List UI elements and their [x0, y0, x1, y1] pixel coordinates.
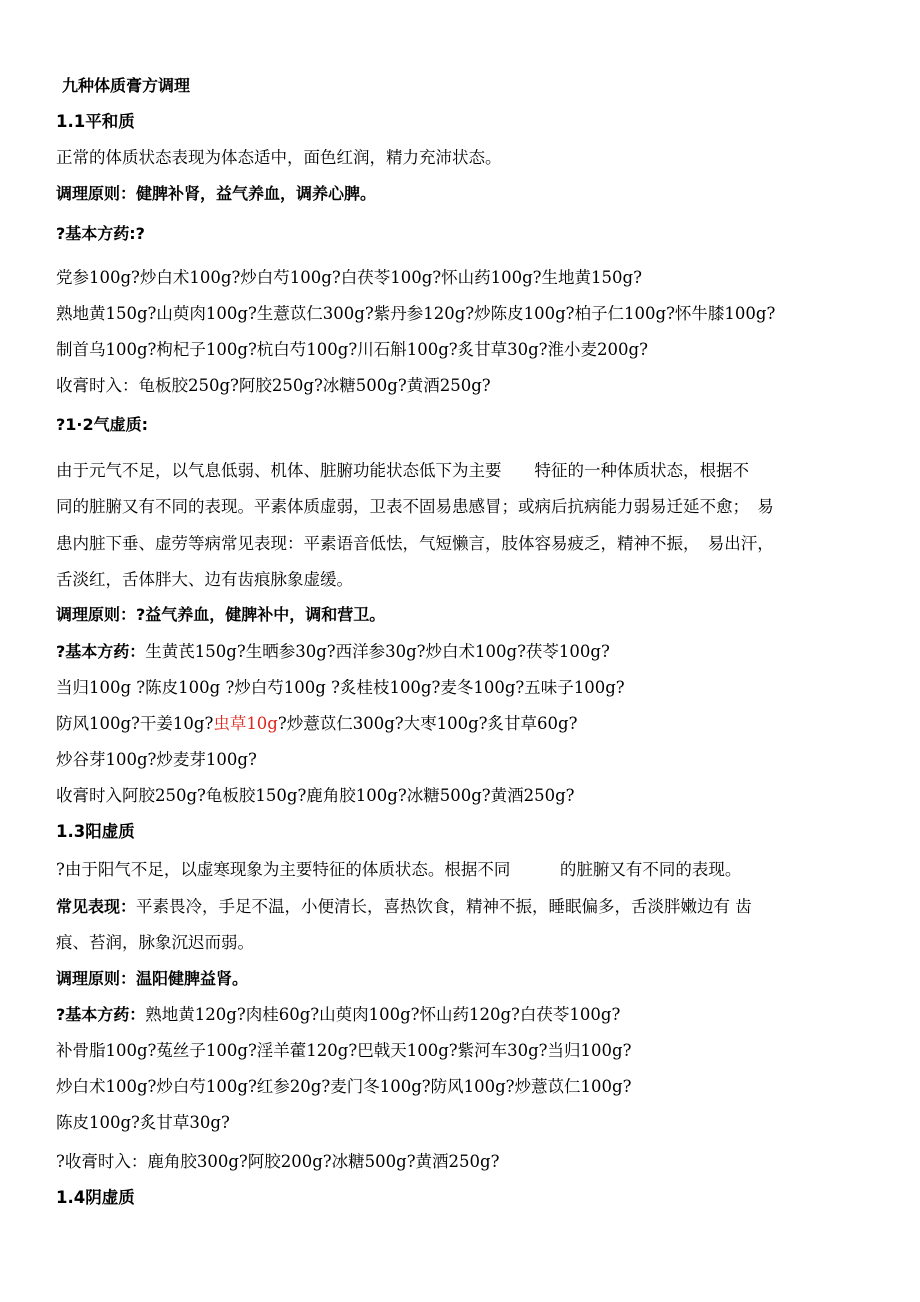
document-title: 九种体质膏方调理	[62, 76, 191, 95]
yang-recipe-line-3: 炒白术100g?炒白芍100g?红参20g?麦门冬100g?防风100g?炒薏苡仁100g?	[56, 1077, 632, 1096]
balanced-description: 正常的体质状态表现为体态适中，面色红润，精力充沛状态。	[56, 148, 502, 167]
yang-basic-label: ?基本方药：	[56, 1005, 146, 1024]
yang-basic-items: 熟地黄120g?肉桂60g?山萸肉100g?怀山药120g?白茯苓100g?	[145, 1005, 621, 1024]
qi-paragraph-line-2: 同的脏腑又有不同的表现。平素体质虚弱，卫表不固易患感冒；或病后抗病能力弱易迁延不愈； 易	[56, 497, 774, 516]
yang-recipe-line-2: 补骨脂100g?菟丝子100g?淫羊藿120g?巴戟天100g?紫河车30g?当归100g?	[56, 1041, 632, 1060]
qi-paragraph-line-3: 患内脏下垂、虚劳等病常见表现：平素语音低怯，气短懒言，肢体容易疲乏，精神不振， 易出汗，	[56, 534, 774, 553]
qi-paragraph-line-4: 舌淡红，舌体胖大、边有齿痕脉象虚缓。	[56, 570, 353, 589]
yang-collect-line: ?收膏时入：鹿角胶300g?阿胶200g?冰糖500g?黄酒250g?	[56, 1152, 500, 1171]
qi-recipe-line-2: 当归100g ?陈皮100g ?炒白芍100g ?炙桂枝100g?麦冬100g?五味子100g?	[56, 678, 625, 697]
balanced-principle: 调理原则：健脾补肾，益气养血，调养心脾。	[56, 184, 377, 203]
section-heading-qi-deficiency: ?1·2气虚质:	[56, 415, 149, 434]
qi-basic-items: 生黄芪150g?生晒参30g?西洋参30g?炒白术100g?茯苓100g?	[145, 642, 610, 661]
qi-paragraph-line-1: 由于元气不足，以气息低弱、机体、脏腑功能状态低下为主要 特征的一种体质状态，根据不	[56, 461, 749, 480]
balanced-recipe-line-1: 党参100g?炒白术100g?炒白芍100g?白茯苓100g?怀山药100g?生地黄150g?	[56, 268, 642, 287]
qi-basic-label: ?基本方药：	[56, 642, 146, 661]
qi-recipe-line-4: 炒谷芽100g?炒麦芽100g?	[56, 750, 257, 769]
section-heading-yang-deficiency: 1.3阳虚质	[56, 822, 135, 841]
yang-description: ?由于阳气不足，以虚寒现象为主要特征的体质状态。根据不同 的脏腑又有不同的表现。	[56, 860, 742, 879]
yang-common-line-1	[56, 895, 880, 919]
balanced-recipe-line-3: 制首乌100g?枸杞子100g?杭白芍100g?川石斛100g?炙甘草30g?淮小麦200g?	[56, 340, 648, 359]
cordyceps-highlight: 虫草10g	[213, 714, 278, 733]
yang-common-line-2: 痕、苔润，脉象沉迟而弱。	[56, 933, 254, 952]
qi-basic-line	[56, 640, 880, 664]
qi-recipe-line-3-start: 防风100g?干姜10g?	[56, 714, 214, 733]
yang-basic-line	[56, 1003, 880, 1027]
yang-principle: 调理原则：温阳健脾益肾。	[56, 969, 249, 988]
qi-recipe-line-3-end: ?炒薏苡仁300g?大枣100g?炙甘草60g?	[277, 714, 578, 733]
balanced-basic-label: ?基本方药:?	[56, 224, 145, 243]
section-heading-balanced: 1.1平和质	[56, 112, 135, 131]
balanced-collect-line: 收膏时入：龟板胶250g?阿胶250g?冰糖500g?黄酒250g?	[56, 376, 491, 395]
balanced-recipe-line-2: 熟地黄150g?山萸肉100g?生薏苡仁300g?紫丹参120g?炒陈皮100g?柏子仁100g?怀牛膝100g?	[56, 304, 776, 323]
qi-recipe-line-3	[56, 712, 880, 736]
qi-collect-line: 收膏时入阿胶250g?龟板胶150g?鹿角胶100g?冰糖500g?黄酒250g?	[56, 786, 575, 805]
section-heading-yin-deficiency: 1.4阴虚质	[56, 1188, 135, 1207]
yang-recipe-line-4: 陈皮100g?炙甘草30g?	[56, 1113, 230, 1132]
yang-common-label: 常见表现：	[56, 897, 137, 916]
qi-principle: 调理原则：?益气养血，健脾补中，调和营卫。	[56, 605, 386, 624]
yang-common-text: 平素畏冷，手足不温，小便清长，喜热饮食，精神不振，睡眠偏多，舌淡胖嫩边有 齿	[136, 897, 752, 916]
